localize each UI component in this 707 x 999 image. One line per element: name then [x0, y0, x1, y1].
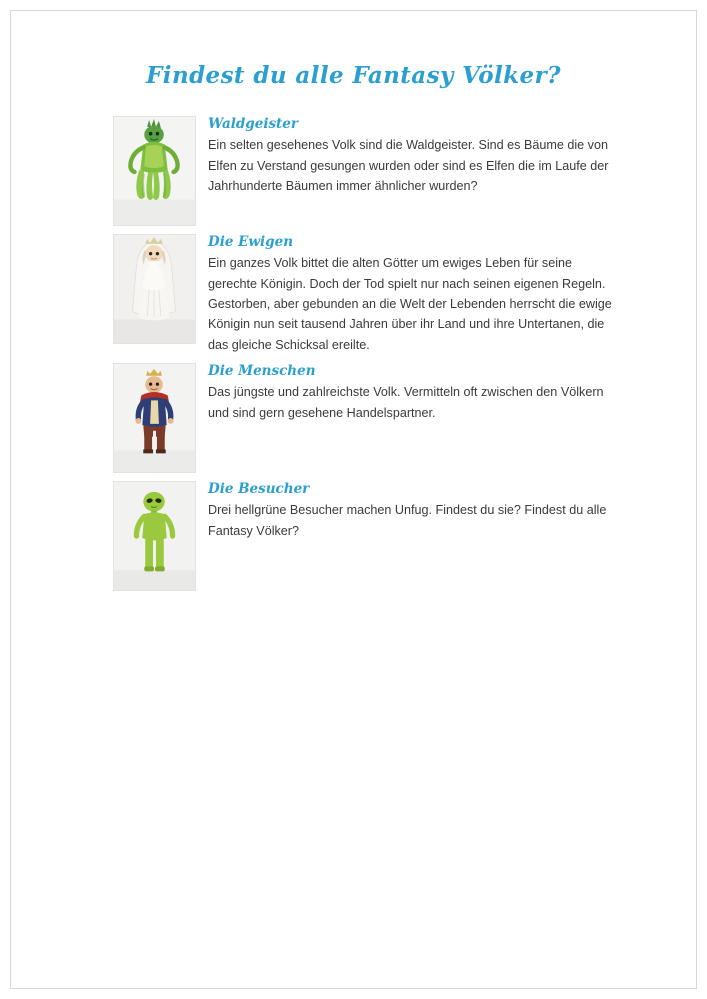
entry-title: Die Besucher: [208, 481, 310, 498]
list-item: [113, 234, 627, 355]
entry-text: Ein selten gesehenes Volk sind die Waldgeister. Sind es Bäume die von Elfen zu Verstand gesungen wurden oder sind es Elfen die im Laufe der Jahrhunderte Bäumen immer ähnlicher wurden?: [208, 138, 609, 193]
entry-body: [196, 481, 627, 541]
die-besucher-figure-photo: [113, 481, 196, 591]
entry-text: Ein ganzes Volk bittet die alten Götter um ewiges Leben für seine gerechte Königin. Doch der Tod spielt nur nach seinen eigenen Regeln. Gestorben, aber gebunden an die Welt der Lebenden herrscht die ewige Königin nun seit tausend Jahren über ihr Land und ihre Untertanen, die das gleiche Schicksal ereilte.: [208, 256, 612, 352]
entry-title: Die Ewigen: [208, 234, 294, 250]
entry-text: Das jüngste und zahlreichste Volk. Vermitteln oft zwischen den Völkern und sind gern gesehene Handelspartner.: [208, 385, 604, 420]
list-item: [113, 116, 627, 226]
page-title: Findest du alle Fantasy Völker?: [146, 62, 561, 89]
list-item: [113, 363, 627, 473]
entry-text: Drei hellgrüne Besucher machen Unfug. Findest du sie? Findest du alle Fantasy Völker?: [208, 503, 607, 538]
entry-body: [196, 116, 627, 196]
entry-list: [0, 116, 707, 591]
entry-title: Waldgeister: [208, 116, 298, 132]
entry-body: [196, 234, 627, 355]
entry-body: [196, 363, 627, 423]
entry-title: Die Menschen: [208, 363, 316, 380]
die-menschen-figure-photo: [113, 363, 196, 473]
list-item: [113, 481, 627, 591]
die-ewigen-figure-photo: [113, 234, 196, 344]
waldgeister-figure-photo: [113, 116, 196, 226]
